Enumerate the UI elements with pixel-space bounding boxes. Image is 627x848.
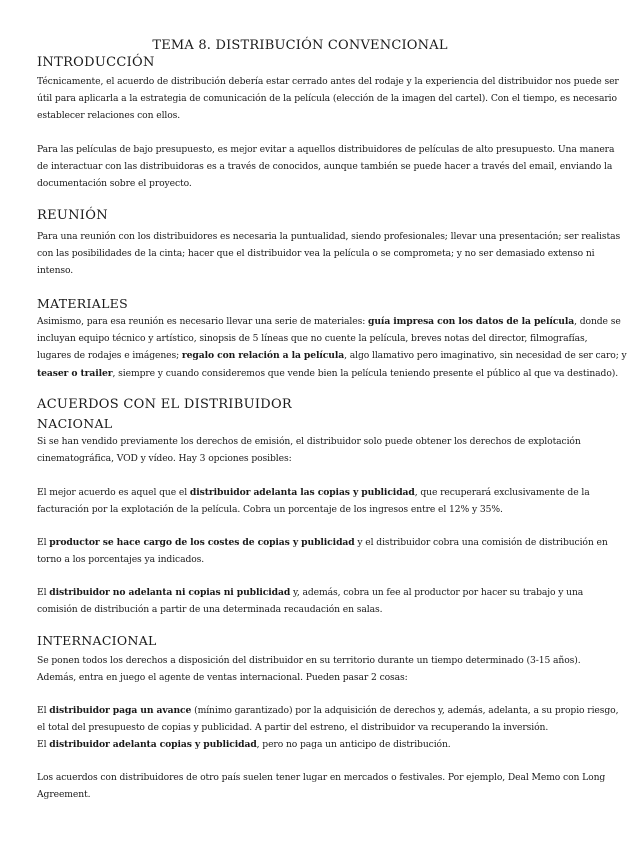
text-line: Agreement. — [37, 789, 91, 801]
heading-nacional: NACIONAL — [37, 416, 113, 431]
text-run: El — [37, 587, 50, 598]
text-run: , pero no paga un anticipo de distribución. — [256, 739, 451, 751]
text-run: El mejor acuerdo es aquel que el — [37, 487, 190, 498]
text-line: útil para aplicarla a la estrategia de comunicación de la película (elección de la imagen del cartel). Con el tiempo, es necesario — [37, 93, 617, 105]
paragraph-nacional-opcion-3 — [37, 584, 584, 618]
text-line — [37, 736, 569, 753]
bold-text: distribuidor adelanta copias y publicidad — [49, 739, 257, 751]
paragraph-internacional-casos — [37, 702, 619, 754]
bold-text: distribuidor no adelanta ni copias ni publicidad — [49, 587, 291, 598]
text-line — [37, 534, 608, 551]
text-run: , donde se — [574, 316, 621, 327]
text-line: facturación por la explotación de la película. Cobra un porcentaje de los ingresos entre el 12% y 35%. — [37, 504, 503, 516]
text-line: cinematográfica, VOD y vídeo. Hay 3 opciones posibles: — [37, 453, 292, 465]
text-line: documentación sobre el proyecto. — [37, 178, 192, 190]
text-line — [37, 584, 584, 601]
text-line: Técnicamente, el acuerdo de distribución debería estar cerrado antes del rodaje y la experiencia del distribuidor nos puede ser — [37, 76, 619, 87]
bold-text: teaser o trailer — [37, 367, 113, 379]
paragraph-nacional-intro — [37, 433, 581, 467]
paragraph-nacional-opcion-2 — [37, 534, 608, 568]
paragraph-internacional-intro — [37, 652, 581, 686]
page-title: TEMA 8. DISTRIBUCIÓN CONVENCIONAL — [152, 38, 448, 53]
heading-materiales: MATERIALES — [37, 296, 128, 311]
heading-reunion: REUNIÓN — [37, 208, 108, 223]
text-line: con las posibilidades de la cinta; hacer que el distribuidor vea la película o se comprometa; y no ser demasiado extenso ni — [37, 248, 595, 260]
paragraph-nacional-opcion-1 — [37, 484, 590, 518]
text-line — [37, 365, 619, 382]
text-run: El — [37, 705, 50, 716]
paragraph-materiales — [37, 313, 627, 382]
text-line: Si se han vendido previamente los derechos de emisión, el distribuidor solo puede obtener los derechos de explotación — [37, 436, 581, 447]
paragraph-internacional-final — [37, 769, 606, 803]
heading-internacional: INTERNACIONAL — [37, 633, 157, 648]
text-line — [37, 313, 621, 330]
text-line: Se ponen todos los derechos a disposición del distribuidor en su territorio durante un tiempo determinado (3-15 años). — [37, 655, 581, 666]
heading-acuerdos: ACUERDOS CON EL DISTRIBUIDOR — [37, 397, 293, 412]
text-run: (mínimo garantizado) por la adquisición de derechos y, además, adelanta, a su propio riesgo, — [191, 705, 619, 716]
text-run: , algo llamativo pero imaginativo, sin necesidad de ser caro; y — [344, 350, 627, 362]
bold-text: regalo con relación a la película — [181, 350, 345, 362]
text-run: El — [37, 537, 50, 548]
text-line: intenso. — [37, 265, 74, 277]
paragraph-introduccion-1 — [37, 73, 619, 125]
bold-text: distribuidor paga un avance — [49, 705, 192, 716]
text-line — [37, 347, 627, 364]
heading-introduccion: INTRODUCCIÓN — [37, 55, 155, 70]
text-run: lugares de rodajes e imágenes; — [37, 350, 182, 362]
text-line: Para las películas de bajo presupuesto, es mejor evitar a aquellos distribuidores de películas de alto presupuesto. Una manera — [37, 144, 615, 155]
text-line — [37, 484, 590, 501]
text-line: comisión de distribución a partir de una determinada recaudación en salas. — [37, 604, 383, 616]
text-line — [37, 702, 619, 719]
text-line: Además, entra en juego el agente de ventas internacional. Pueden pasar 2 cosas: — [37, 672, 408, 684]
text-line: el total del presupuesto de copias y publicidad. A partir del estreno, el distribuidor va recuperando la inversión. — [37, 722, 549, 734]
text-run: , que recuperará exclusivamente de la — [414, 487, 590, 498]
paragraph-introduccion-2 — [37, 141, 615, 193]
bold-text: guía impresa con los datos de la película — [368, 316, 575, 327]
text-run: El — [37, 739, 50, 751]
text-line: Los acuerdos con distribuidores de otro país suelen tener lugar en mercados o festivales. Por ejemplo, Deal Memo con Long — [37, 772, 606, 783]
paragraph-reunion — [37, 228, 621, 280]
bold-text: distribuidor adelanta las copias y publicidad — [189, 487, 415, 498]
text-line: de interactuar con las distribuidoras es a través de conocidos, aunque también se puede hacer a través del email, enviando la — [37, 161, 613, 173]
text-line: incluyan equipo técnico y artístico, sinopsis de 5 líneas que no cuente la película, breves notas del director, filmografías, — [37, 333, 588, 345]
bold-text: productor se hace cargo de los costes de copias y publicidad — [49, 537, 355, 548]
text-run: y el distribuidor cobra una comisión de distribución en — [354, 537, 608, 548]
text-line: establecer relaciones con ellos. — [37, 110, 181, 122]
text-line: torno a los porcentajes ya indicados. — [37, 554, 205, 566]
text-run: , siempre y cuando consideremos que vende bien la película teniendo presente el público al que va destinado). — [112, 367, 619, 379]
text-run: y, además, cobra un fee al productor por hacer su trabajo y una — [290, 587, 584, 598]
text-run: Asimismo, para esa reunión es necesario llevar una serie de materiales: — [37, 316, 369, 327]
text-line: Para una reunión con los distribuidores es necesaria la puntualidad, siendo profesionales; llevar una presentación; ser realistas — [37, 231, 621, 242]
